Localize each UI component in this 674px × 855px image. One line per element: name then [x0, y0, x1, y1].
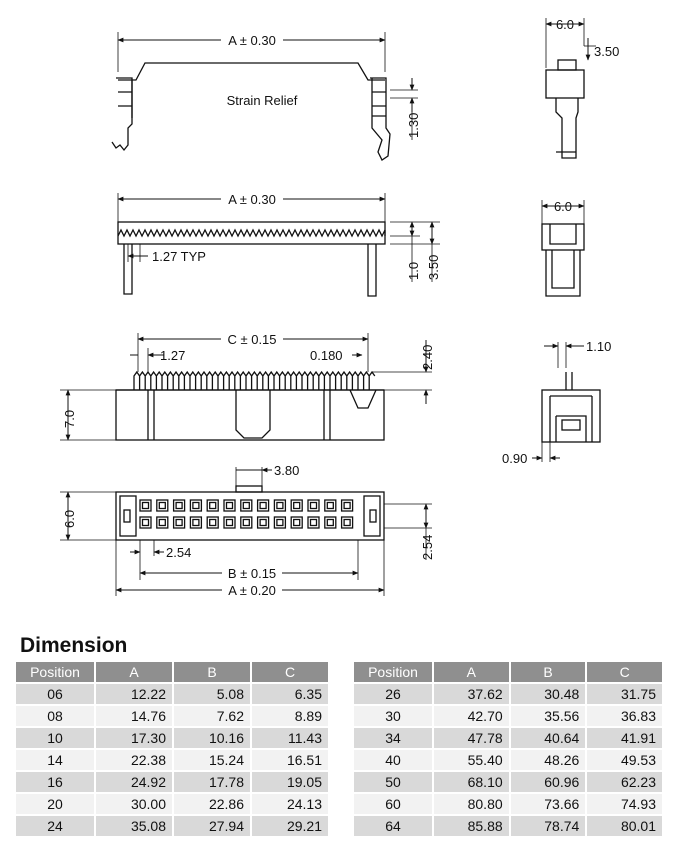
value-cell: 5.08	[174, 684, 250, 704]
table-row	[16, 750, 328, 770]
value-cell: 73.66	[511, 794, 586, 814]
header-a: A	[434, 662, 509, 682]
value-cell: 49.53	[587, 750, 662, 770]
contact-hole	[227, 520, 233, 526]
dim-090: 0.90	[502, 451, 528, 466]
contact-cell	[190, 517, 201, 528]
header-c: C	[252, 662, 328, 682]
value-cell: 11.43	[252, 728, 328, 748]
dimension-table-left	[14, 660, 330, 838]
value-cell: 80.80	[434, 794, 509, 814]
dim-a-middle: A ± 0.30	[228, 192, 276, 207]
value-cell: 30.48	[511, 684, 586, 704]
value-cell: 10.16	[174, 728, 250, 748]
header-a: A	[96, 662, 172, 682]
contact-cell	[308, 517, 319, 528]
header-b: B	[511, 662, 586, 682]
contact-hole	[327, 503, 333, 509]
value-cell: 15.24	[174, 750, 250, 770]
value-cell: 85.88	[434, 816, 509, 836]
table-row	[354, 750, 662, 770]
value-cell: 41.91	[587, 728, 662, 748]
position-cell: 30	[354, 706, 432, 726]
table-row	[16, 772, 328, 792]
contact-cell	[274, 517, 285, 528]
dim-127typ: 1.27 TYP	[152, 249, 206, 264]
value-cell: 24.13	[252, 794, 328, 814]
dim-b: B ± 0.15	[227, 566, 277, 581]
contact-hole	[227, 503, 233, 509]
contact-hole	[311, 520, 317, 526]
contact-cell	[325, 517, 336, 528]
contact-hole	[294, 520, 300, 526]
contact-hole	[176, 520, 182, 526]
dim-60-a: 6.0	[555, 17, 575, 32]
table-row	[354, 684, 662, 704]
position-cell: 14	[16, 750, 94, 770]
contact-cell	[224, 517, 235, 528]
dim-70: 7.0	[62, 409, 77, 428]
value-cell: 8.89	[252, 706, 328, 726]
value-cell: 19.05	[252, 772, 328, 792]
dim-0180: 0.180	[310, 348, 343, 363]
table-row	[354, 728, 662, 748]
dim-240: 2.40	[420, 344, 435, 370]
value-cell: 17.30	[96, 728, 172, 748]
value-cell: 37.62	[434, 684, 509, 704]
contact-hole	[143, 520, 149, 526]
contact-cell	[140, 517, 151, 528]
value-cell: 68.10	[434, 772, 509, 792]
position-cell: 50	[354, 772, 432, 792]
contact-cell	[258, 517, 269, 528]
contact-cell	[241, 500, 252, 511]
dim-c: C ± 0.15	[227, 332, 277, 347]
dim-350-a: 3.50	[594, 44, 620, 59]
contact-cell	[325, 500, 336, 511]
position-cell: 24	[16, 816, 94, 836]
contact-hole	[327, 520, 333, 526]
value-cell: 48.26	[511, 750, 586, 770]
value-cell: 35.08	[96, 816, 172, 836]
contact-cell	[174, 500, 185, 511]
contact-hole	[277, 520, 283, 526]
contact-hole	[260, 503, 266, 509]
dim-350-b: 3.50	[426, 254, 441, 280]
value-cell: 40.64	[511, 728, 586, 748]
view-header-elevation	[60, 333, 432, 440]
contact-hole	[243, 520, 249, 526]
contact-cell	[258, 500, 269, 511]
contact-hole	[159, 520, 165, 526]
table-row	[354, 794, 662, 814]
contact-cell	[207, 517, 218, 528]
value-cell: 55.40	[434, 750, 509, 770]
contact-cell	[241, 517, 252, 528]
contact-cell	[342, 517, 353, 528]
view-side-top	[546, 18, 596, 158]
contact-cell	[140, 500, 151, 511]
contact-hole	[193, 503, 199, 509]
value-cell: 78.74	[511, 816, 586, 836]
contact-hole	[210, 520, 216, 526]
value-cell: 27.94	[174, 816, 250, 836]
contact-hole	[344, 503, 350, 509]
dim-60-b: 6.0	[553, 199, 573, 214]
value-cell: 36.83	[587, 706, 662, 726]
position-cell: 60	[354, 794, 432, 814]
contact-hole	[243, 503, 249, 509]
contact-cell	[207, 500, 218, 511]
contact-hole	[294, 503, 300, 509]
dim-a-top: A ± 0.30	[228, 33, 276, 48]
dim-a-bottom: A ± 0.20	[228, 583, 276, 598]
contact-cell	[157, 500, 168, 511]
dimension-title: Dimension	[20, 634, 128, 657]
header-position: Position	[16, 662, 94, 682]
position-cell: 06	[16, 684, 94, 704]
value-cell: 6.35	[252, 684, 328, 704]
contact-cell	[157, 517, 168, 528]
value-cell: 30.00	[96, 794, 172, 814]
header-position: Position	[354, 662, 432, 682]
contact-cell	[308, 500, 319, 511]
contact-hole	[277, 503, 283, 509]
table-row	[16, 816, 328, 836]
contact-cell	[224, 500, 235, 511]
contact-hole	[260, 520, 266, 526]
view-side-bottom	[532, 342, 600, 462]
position-cell: 10	[16, 728, 94, 748]
table-row	[16, 728, 328, 748]
contact-cell	[274, 500, 285, 511]
table-row	[16, 684, 328, 704]
contact-cell	[190, 500, 201, 511]
value-cell: 35.56	[511, 706, 586, 726]
contact-hole	[159, 503, 165, 509]
value-cell: 31.75	[587, 684, 662, 704]
value-cell: 22.86	[174, 794, 250, 814]
value-cell: 74.93	[587, 794, 662, 814]
dim-10: 1.0	[406, 261, 421, 280]
value-cell: 16.51	[252, 750, 328, 770]
contact-cell	[342, 500, 353, 511]
contact-cell	[291, 517, 302, 528]
value-cell: 80.01	[587, 816, 662, 836]
value-cell: 29.21	[252, 816, 328, 836]
position-cell: 34	[354, 728, 432, 748]
position-cell: 26	[354, 684, 432, 704]
value-cell: 17.78	[174, 772, 250, 792]
table-row	[16, 794, 328, 814]
view-side-middle	[542, 200, 584, 296]
dim-380: 3.80	[274, 463, 300, 478]
contact-hole	[176, 503, 182, 509]
dim-127: 1.27	[160, 348, 186, 363]
table-row	[354, 706, 662, 726]
header-b: B	[174, 662, 250, 682]
contact-hole	[311, 503, 317, 509]
dimension-table-right	[352, 660, 664, 838]
value-cell: 7.62	[174, 706, 250, 726]
dim-254-v: 2.54	[420, 534, 435, 560]
contact-hole	[210, 503, 216, 509]
strain-relief-label: Strain Relief	[226, 93, 298, 108]
value-cell: 47.78	[434, 728, 509, 748]
contact-cell	[291, 500, 302, 511]
dim-254-h: 2.54	[166, 545, 192, 560]
header-c: C	[587, 662, 662, 682]
table-row	[354, 816, 662, 836]
dim-60-c: 6.0	[62, 509, 77, 528]
value-cell: 14.76	[96, 706, 172, 726]
table-row	[354, 772, 662, 792]
view-front-teeth	[118, 193, 440, 296]
dim-130: 1.30	[406, 112, 421, 138]
value-cell: 62.23	[587, 772, 662, 792]
position-cell: 40	[354, 750, 432, 770]
dim-110: 1.10	[586, 339, 612, 354]
contact-hole	[143, 503, 149, 509]
value-cell: 42.70	[434, 706, 509, 726]
value-cell: 60.96	[511, 772, 586, 792]
table-row	[16, 706, 328, 726]
value-cell: 12.22	[96, 684, 172, 704]
value-cell: 22.38	[96, 750, 172, 770]
value-cell: 24.92	[96, 772, 172, 792]
contact-hole	[193, 520, 199, 526]
contact-cell	[174, 517, 185, 528]
position-cell: 16	[16, 772, 94, 792]
contact-hole	[344, 520, 350, 526]
position-cell: 20	[16, 794, 94, 814]
position-cell: 64	[354, 816, 432, 836]
position-cell: 08	[16, 706, 94, 726]
